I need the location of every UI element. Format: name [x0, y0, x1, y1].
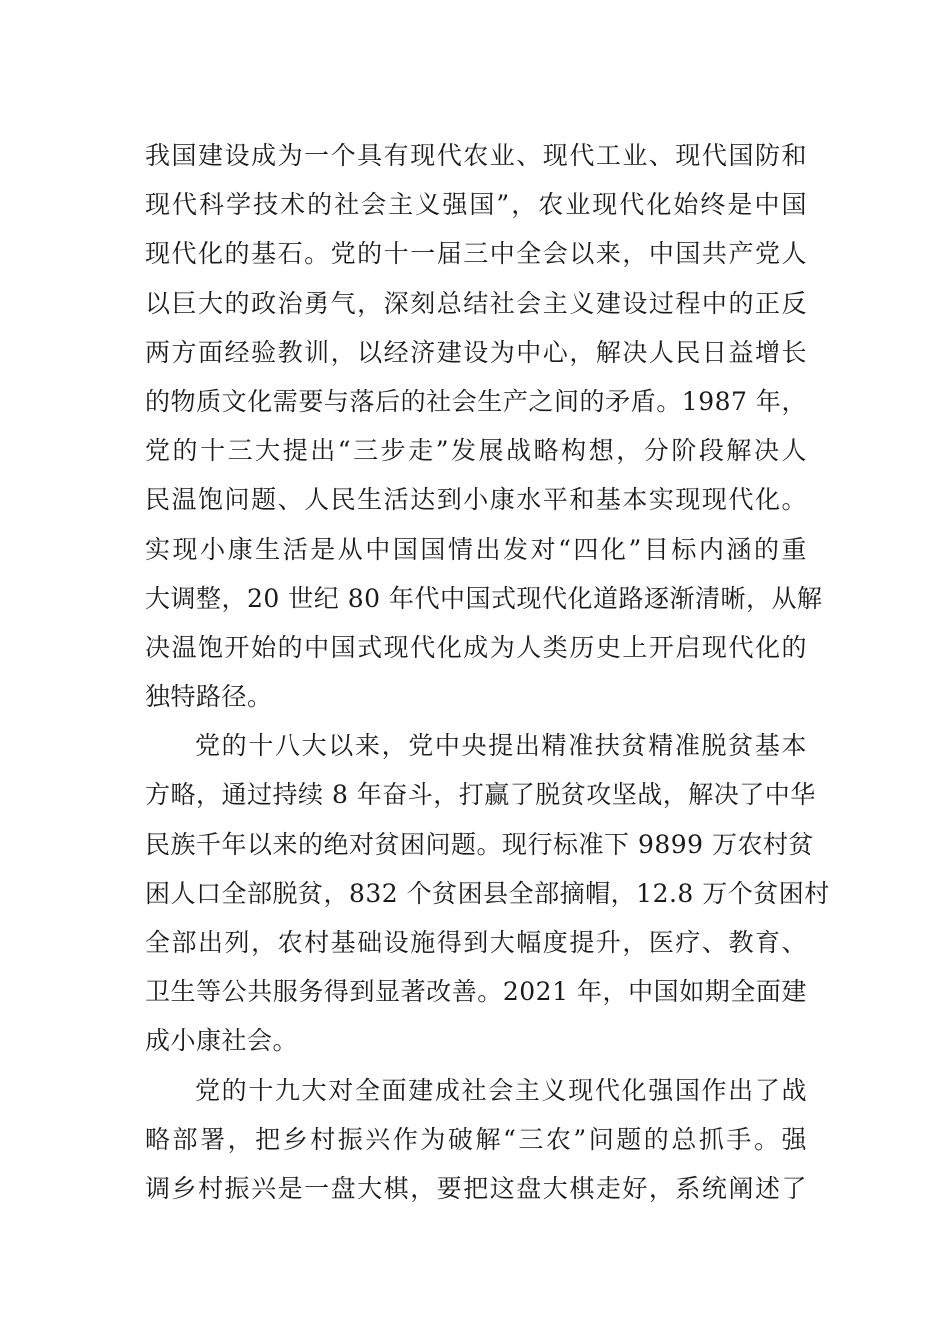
- text-line: 实现小康生活是从中国国情出发对“四化”目标内涵的重: [145, 534, 807, 564]
- document-body: [145, 131, 830, 1213]
- text-line: 全部出列，农村基础设施得到大幅度提升，医疗、教育、: [145, 928, 807, 957]
- text-line: 党的十九大对全面建成社会主义现代化强国作出了战: [195, 1075, 807, 1105]
- text-line: 卫生等公共服务得到显著改善。2021 年，中国如期全面建: [145, 977, 807, 1007]
- text-line: 方略，通过持续 8 年奋斗，打赢了脱贫攻坚战，解决了中华: [145, 780, 816, 810]
- text-line: 略部署，把乡村振兴作为破解“三农”问题的总抓手。强: [145, 1124, 807, 1154]
- text-line: 成小康社会。: [145, 1026, 299, 1056]
- paragraph-1: [145, 131, 823, 721]
- text-line: 以巨大的政治勇气，深刻总结社会主义建设过程中的正反: [145, 288, 807, 318]
- text-line: 我国建设成为一个具有现代农业、现代工业、现代国防和: [145, 141, 807, 170]
- text-line: 困人口全部脱贫，832 个贫困县全部摘帽，12.8 万个贫困村: [145, 878, 830, 908]
- text-line: 民族千年以来的绝对贫困问题。现行标准下 9899 万农村贫: [145, 829, 815, 859]
- text-line: 党的十八大以来，党中央提出精准扶贫精准脱贫基本: [195, 731, 807, 761]
- text-line: 现代化的基石。党的十一届三中全会以来，中国共产党人: [145, 239, 807, 269]
- text-line: 党的十三大提出“三步走”发展战略构想，分阶段解决人: [145, 436, 807, 466]
- text-line: 现代科学技术的社会主义强国”，农业现代化始终是中国: [145, 190, 807, 220]
- paragraph-3: [145, 1066, 807, 1214]
- text-line: 的物质文化需要与落后的社会生产之间的矛盾。1987 年，: [145, 386, 807, 416]
- text-line: 调乡村振兴是一盘大棋，要把这盘大棋走好，系统阐述了: [145, 1173, 807, 1203]
- paragraph-2: [145, 721, 830, 1065]
- text-line: 决温饱开始的中国式现代化成为人类历史上开启现代化的: [145, 632, 807, 662]
- text-line: 大调整，20 世纪 80 年代中国式现代化道路逐渐清晰，从解: [145, 583, 823, 613]
- text-line: 两方面经验教训，以经济建设为中心，解决人民日益增长: [145, 337, 807, 367]
- text-line: 民温饱问题、人民生活达到小康水平和基本实现现代化。: [145, 485, 807, 515]
- text-line: 独特路径。: [145, 682, 273, 712]
